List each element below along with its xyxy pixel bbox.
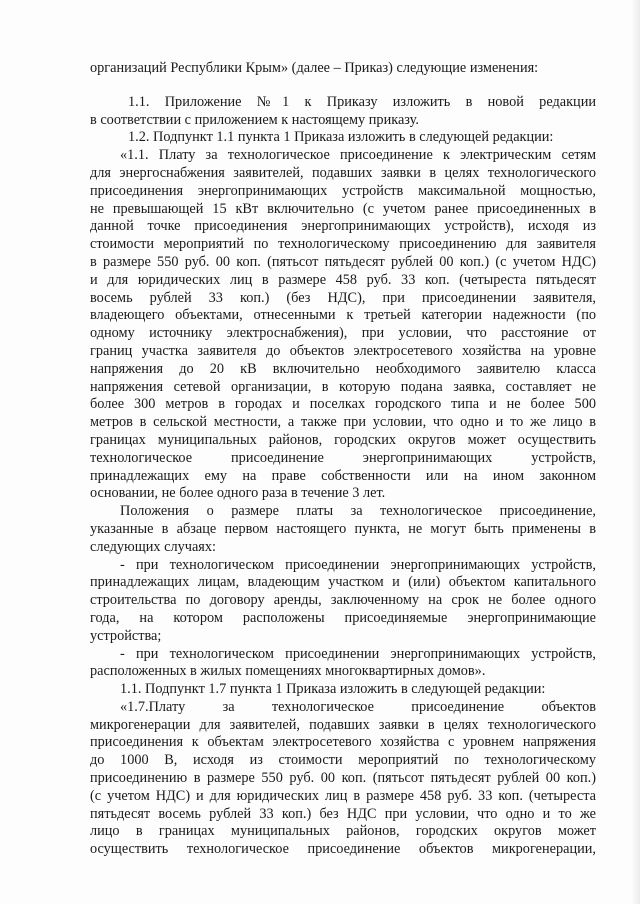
document-body [90, 60, 596, 859]
text-line: присоединения энергопринимающих устройств максимальной мощностью, [90, 182, 596, 199]
text-line: - при технологическом присоединении энергопринимающих устройств, [120, 645, 596, 662]
text-line: - при технологическом присоединении энергопринимающих устройств, [120, 556, 596, 573]
text-line: технологическое присоединение энергопринимающих устройств, [90, 449, 596, 466]
text-line: 1.1. Подпункт 1.7 пункта 1 Приказа изложить в следующей редакции: [120, 681, 546, 698]
text-line: устройства; [90, 627, 162, 644]
text-line: принадлежащих лицам, владеющим участком и (или) объектом капитального [90, 574, 596, 591]
text-line: 1.2. Подпункт 1.1 пункта 1 Приказа изложить в следующей редакции: [128, 129, 554, 146]
text-line: до 1000 В, исходя из стоимости мероприятий по технологическому [90, 752, 596, 769]
text-line: организаций Республики Крым» (далее – Приказ) следующие изменения: [90, 60, 539, 76]
text-line: указанные в абзаце первом настоящего пункта, не могут быть применены в [90, 520, 596, 537]
text-line: стоимости мероприятий по технологическому присоединению для заявителя [90, 236, 596, 253]
text-line: «1.7.Плату за технологическое присоединение объектов [120, 698, 596, 715]
text-line: данной точке присоединения энергопринимающих устройств), исходя из [90, 218, 596, 235]
text-line: присоединения к объектам электросетевого хозяйства с уровнем напряжения [90, 734, 596, 751]
text-line: границах муниципальных районов, городских округов может осуществить [90, 431, 596, 448]
text-line: Положения о размере платы за технологическое присоединение, [120, 503, 596, 520]
text-line: напряжения до 20 кВ включительно необходимого заявителю класса [90, 360, 596, 377]
text-line: года, на котором расположены присоединяемые энергопринимающие [90, 609, 596, 626]
text-line: и для юридических лиц в размере 458 руб. 33 коп. (четыреста пятьдесят [90, 271, 596, 288]
text-line: пятьдесят восемь рублей 33 коп.) без НДС при условии, что одно и то же [90, 805, 596, 822]
text-line: метров в сельской местности, а также при условии, что одно и то же лицо в [90, 414, 596, 431]
text-line: присоединению в размере 550 руб. 00 коп. (пятьсот пятьдесят рублей 00 коп.) [90, 770, 596, 787]
text-line: в соответствии с приложением к настоящему приказу. [90, 111, 419, 128]
text-line: «1.1. Плату за технологическое присоединение к электрическим сетям [120, 147, 596, 164]
text-line: владеющего объектами, отнесенными к третьей категории надежности (по [90, 307, 596, 324]
text-line: 1.1. Приложение №1 к Приказу изложить в новой редакции [128, 93, 596, 110]
text-line: микрогенерации для заявителей, подавших заявки в целях технологического [90, 716, 596, 733]
text-line: восемь рублей 33 коп.) (без НДС), при присоединении заявителя, [90, 289, 596, 306]
scan-edge-shadow [630, 0, 640, 904]
text-line: следующих случаях: [90, 538, 216, 555]
text-line: не превышающей 15 кВт включительно (с учетом ранее присоединенных в [90, 200, 596, 217]
text-line: лицо в границах муниципальных районов, городских округов может [90, 823, 596, 840]
text-line: (с учетом НДС) и для юридических лиц в размере 458 руб. 33 коп. (четыреста [90, 787, 596, 804]
text-line: в размере 550 руб. 00 коп. (пятьсот пятьдесят рублей 00 коп.) (с учетом НДС) [90, 253, 596, 270]
text-line: границ участка заявителя до объектов электросетевого хозяйства на уровне [90, 342, 596, 359]
paragraph-gap [90, 78, 596, 94]
text-line: для энергоснабжения заявителей, подавших заявки в целях технологического [90, 164, 596, 181]
text-line: принадлежащих ему на праве собственности или на ином законном [90, 467, 596, 484]
text-line: основании, не более одного раза в течение 3 лет. [90, 485, 386, 502]
text-line: напряжения сетевой организации, в которую подана заявка, составляет не [90, 378, 596, 395]
text-line: строительства по договору аренды, заключенному на срок не более одного [90, 592, 596, 609]
text-line: более 300 метров в городах и поселках городского типа и не более 500 [90, 396, 596, 413]
text-line: осуществить технологическое присоединение объектов микрогенерации, [90, 841, 596, 858]
text-line: расположенных в жилых помещениях многоквартирных домов». [90, 663, 486, 680]
text-line: одному источнику электроснабжения), при условии, что расстояние от [90, 325, 596, 342]
